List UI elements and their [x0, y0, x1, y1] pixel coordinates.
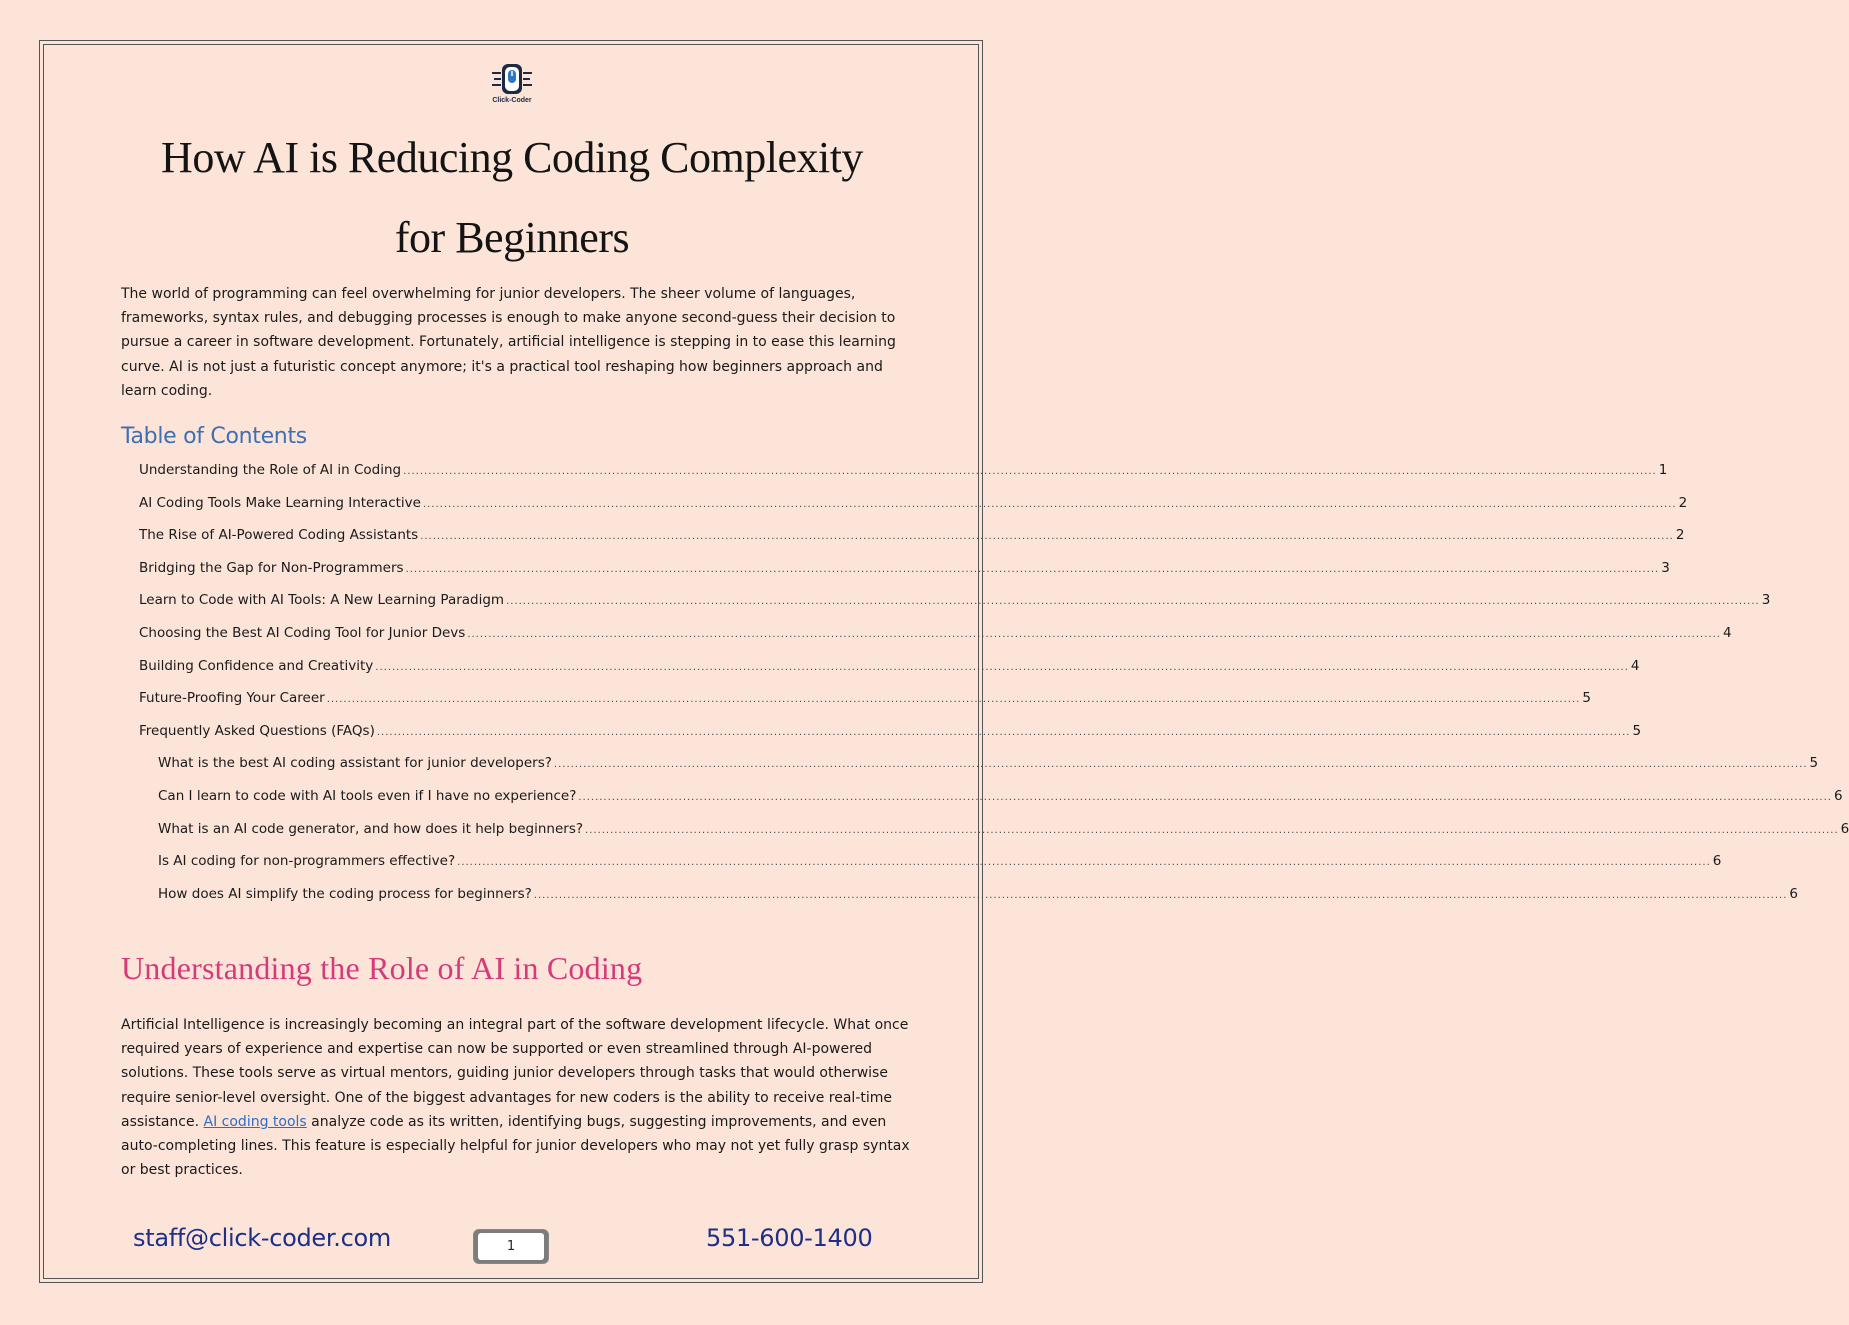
toc-leader: ............................................................................................................................................................................................................................................................................................................	[326, 694, 1581, 706]
toc-item[interactable]	[139, 654, 1640, 687]
toc-leader: ............................................................................................................................................................................................................................................................................................................	[422, 498, 1677, 510]
toc-item[interactable]	[139, 523, 1685, 556]
toc-item-title: What is an AI code generator, and how does it help beginners?	[158, 820, 584, 837]
toc-item-title: Frequently Asked Questions (FAQs)	[139, 722, 375, 739]
toc-leader: ............................................................................................................................................................................................................................................................................................................	[467, 628, 1721, 640]
toc-item-title: Understanding the Role of AI in Coding	[139, 462, 402, 478]
toc-leader: ............................................................................................................................................................................................................................................................................................................	[506, 596, 1760, 608]
toc-item[interactable]	[139, 719, 1642, 752]
section-heading: Understanding the Role of AI in Coding	[121, 950, 643, 986]
toc-item-page: 6	[1789, 885, 1798, 902]
toc-leader: ............................................................................................................................................................................................................................................................................................................	[585, 824, 1839, 836]
toc-item-page: 5	[1582, 690, 1591, 707]
toc-item-title: Future-Proofing Your Career	[139, 690, 325, 707]
body-text-part-1: Artificial Intelligence is increasingly becoming an integral part of the software development lifecycle. What once required years of experience and expertise can now be supported or even streamlined through AI-powered solutions. These tools serve as virtual mentors, guiding junior developers through tasks that would otherwise require senior-level oversight. One of the biggest advantages for new coders is the ability to receive real-time assistance.	[121, 1017, 909, 1130]
toc-heading: Table of Contents	[121, 424, 307, 449]
toc-item-page: 1	[1658, 462, 1668, 478]
toc-subitem[interactable]	[139, 751, 1819, 784]
table-of-contents	[139, 458, 1849, 914]
toc-leader: ............................................................................................................................................................................................................................................................................................................	[533, 889, 1788, 901]
footer-phone[interactable]: 551-600-1400	[706, 1224, 873, 1252]
toc-item-title: How does AI simplify the coding process for beginners?	[158, 885, 532, 902]
toc-item-page: 5	[1809, 755, 1819, 772]
toc-subitem[interactable]	[139, 882, 1798, 915]
title-line-2: for Beginners	[394, 213, 630, 262]
toc-leader: ............................................................................................................................................................................................................................................................................................................	[376, 726, 1631, 738]
toc-item-title: Can I learn to code with AI tools even if I have no experience?	[158, 787, 577, 804]
ai-coding-tools-link[interactable]: AI coding tools	[203, 1113, 307, 1130]
toc-item-page: 3	[1661, 559, 1670, 576]
toc-leader: ............................................................................................................................................................................................................................................................................................................	[403, 466, 1657, 477]
toc-item-page: 5	[1632, 722, 1642, 739]
toc-leader: ............................................................................................................................................................................................................................................................................................................	[578, 791, 1832, 803]
toc-leader: ............................................................................................................................................................................................................................................................................................................	[405, 563, 1660, 575]
toc-item-title: Bridging the Gap for Non-Programmers	[139, 559, 404, 576]
toc-item-page: 6	[1840, 820, 1849, 837]
section-body	[121, 1013, 911, 1182]
page-title	[80, 118, 944, 278]
toc-leader: ............................................................................................................................................................................................................................................................................................................	[375, 661, 1629, 673]
logo-text: Click-Coder	[492, 97, 532, 104]
toc-item-title: Is AI coding for non-programmers effective?	[158, 853, 456, 870]
toc-subitem[interactable]	[139, 849, 1722, 882]
toc-item-title: Building Confidence and Creativity	[139, 657, 374, 674]
toc-item[interactable]	[139, 686, 1591, 719]
intro-paragraph: The world of programming can feel overwhelming for junior developers. The sheer volume of languages, frameworks, syntax rules, and debugging processes is enough to make anyone second-guess their decision to pursue a career in software development. Fortunately, artificial intelligence is stepping in to ease this learning curve. AI is not just a futuristic concept anymore; it's a practical tool reshaping how beginners approach and learn coding.	[121, 286, 896, 399]
computer-mouse-icon	[490, 62, 534, 96]
footer-email[interactable]: staff@click-coder.com	[133, 1224, 391, 1252]
toc-subitem[interactable]	[139, 784, 1843, 817]
toc-item[interactable]	[139, 588, 1771, 621]
toc-item-title: Learn to Code with AI Tools: A New Learning Paradigm	[139, 592, 505, 609]
toc-subitem[interactable]	[139, 817, 1849, 850]
toc-item[interactable]	[139, 556, 1670, 589]
page-number: 1	[478, 1233, 544, 1260]
toc-item-page: 2	[1675, 527, 1685, 544]
toc-leader: ............................................................................................................................................................................................................................................................................................................	[553, 759, 1808, 771]
toc-item-page: 2	[1678, 494, 1688, 511]
toc-item[interactable]	[139, 621, 1732, 654]
toc-item[interactable]	[139, 458, 1668, 491]
toc-item-page: 4	[1722, 624, 1732, 641]
toc-item-title: The Rise of AI-Powered Coding Assistants	[139, 527, 419, 544]
toc-item-title: Choosing the Best AI Coding Tool for Junior Devs	[139, 624, 466, 641]
toc-item-title: AI Coding Tools Make Learning Interactive	[139, 494, 421, 511]
body-text-part-2: analyze code as its written, identifying bugs, suggesting improvements, and even auto-completing lines. This feature is especially helpful for junior developers who may not yet fully grasp syntax or best practices.	[121, 1113, 910, 1179]
toc-item-page: 6	[1833, 787, 1843, 804]
toc-item-page: 6	[1712, 853, 1722, 870]
toc-item[interactable]	[139, 491, 1688, 524]
toc-item-title: What is the best AI coding assistant for junior developers?	[158, 755, 552, 772]
toc-item-page: 3	[1761, 592, 1771, 609]
toc-item-page: 4	[1630, 657, 1640, 674]
click-coder-logo	[480, 62, 544, 110]
toc-leader: ............................................................................................................................................................................................................................................................................................................	[420, 531, 1674, 543]
page-number-box	[473, 1229, 549, 1264]
toc-leader: ............................................................................................................................................................................................................................................................................................................	[457, 857, 1711, 869]
title-line-1: How AI is Reducing Coding Complexity	[161, 133, 863, 182]
